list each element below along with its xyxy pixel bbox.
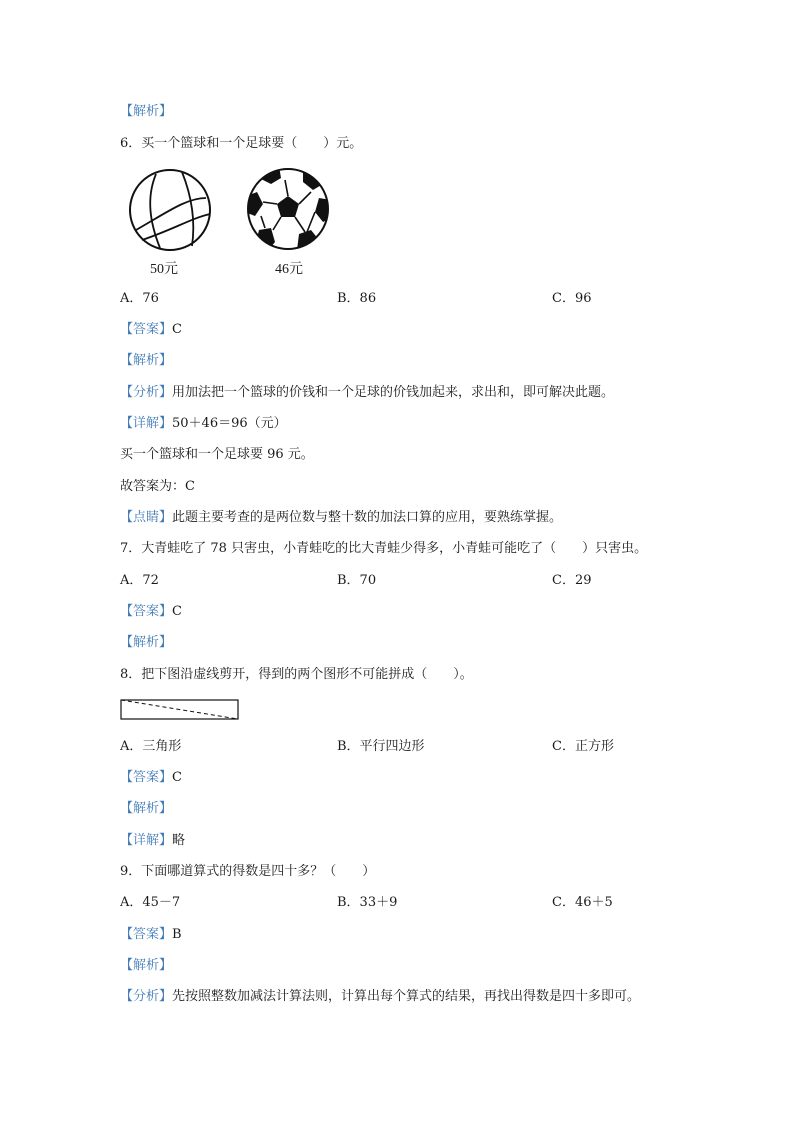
q8-analysis-tag: 【解析】 bbox=[120, 801, 173, 816]
answer-value: C bbox=[172, 322, 182, 337]
xiangjie-text: 50＋46＝96（元） bbox=[172, 416, 287, 431]
q8-option-b: B．平行四边形 bbox=[337, 739, 425, 754]
q7-option-b: B．70 bbox=[337, 573, 377, 588]
q9-option-b: B．33＋9 bbox=[337, 895, 398, 910]
q8-answer bbox=[120, 769, 182, 787]
xiangjie-tag: 【详解】 bbox=[120, 416, 173, 431]
fenxi-tag: 【分析】 bbox=[120, 989, 173, 1004]
dianjing-tag: 【点睛】 bbox=[120, 510, 173, 525]
q9-answer bbox=[120, 926, 182, 944]
fenxi-text: 用加法把一个篮球的价钱和一个足球的价钱加起来，求出和，即可解决此题。 bbox=[172, 385, 615, 400]
fenxi-tag: 【分析】 bbox=[120, 385, 173, 400]
analysis-tag: 【解析】 bbox=[120, 104, 173, 119]
q6-option-a: A．76 bbox=[120, 291, 159, 306]
answer-value: B bbox=[172, 927, 182, 942]
q9-fenxi bbox=[120, 988, 640, 1006]
q6-fenxi bbox=[120, 384, 614, 402]
q7-option-c: C．29 bbox=[552, 573, 592, 588]
football-icon bbox=[245, 166, 331, 252]
q6-analysis-tag: 【解析】 bbox=[120, 353, 173, 368]
xiangjie-tag: 【详解】 bbox=[120, 833, 173, 848]
q6-line3: 故答案为：C bbox=[120, 479, 195, 494]
answer-tag: 【答案】 bbox=[120, 604, 173, 619]
basketball-icon bbox=[126, 168, 216, 254]
question-8-stem: 8．把下图沿虚线剪开，得到的两个图形不可能拼成（ ）。 bbox=[120, 667, 473, 682]
football-price: 46元 bbox=[275, 262, 303, 277]
question-7-stem: 7．大青蛙吃了 78 只害虫，小青蛙吃的比大青蛙少得多，小青蛙可能吃了（ ）只害虫。 bbox=[120, 541, 648, 556]
rectangle-dashed-cut-figure bbox=[120, 699, 240, 721]
answer-tag: 【答案】 bbox=[120, 322, 173, 337]
answer-value: C bbox=[172, 604, 182, 619]
answer-tag: 【答案】 bbox=[120, 927, 173, 942]
q6-xiangjie bbox=[120, 415, 287, 433]
q6-answer bbox=[120, 321, 182, 339]
q9-option-c: C．46＋5 bbox=[552, 895, 613, 910]
q6-line2: 买一个篮球和一个足球要 96 元。 bbox=[120, 447, 314, 462]
question-9-stem: 9．下面哪道算式的得数是四十多？（ ） bbox=[120, 864, 376, 879]
q6-option-b: B．86 bbox=[337, 291, 377, 306]
q7-option-a: A．72 bbox=[120, 573, 159, 588]
q9-analysis-tag: 【解析】 bbox=[120, 958, 173, 973]
q6-option-c: C．96 bbox=[552, 291, 592, 306]
answer-value: C bbox=[172, 770, 182, 785]
q6-dianjing bbox=[120, 509, 562, 527]
dianjing-text: 此题主要考查的是两位数与整十数的加法口算的应用，要熟练掌握。 bbox=[172, 510, 563, 525]
answer-tag: 【答案】 bbox=[120, 770, 173, 785]
q7-analysis-tag: 【解析】 bbox=[120, 635, 173, 650]
q8-option-a: A．三角形 bbox=[120, 739, 182, 754]
question-6-stem: 6．买一个篮球和一个足球要（ ）元。 bbox=[120, 136, 363, 151]
basketball-price: 50元 bbox=[150, 262, 178, 277]
q8-option-c: C．正方形 bbox=[552, 739, 614, 754]
q9-option-a: A．45－7 bbox=[120, 895, 181, 910]
q8-xiangjie bbox=[120, 832, 185, 850]
xiangjie-text: 略 bbox=[172, 833, 186, 848]
fenxi-text: 先按照整数加减法计算法则，计算出每个算式的结果，再找出得数是四十多即可。 bbox=[172, 989, 641, 1004]
q7-answer bbox=[120, 603, 182, 621]
